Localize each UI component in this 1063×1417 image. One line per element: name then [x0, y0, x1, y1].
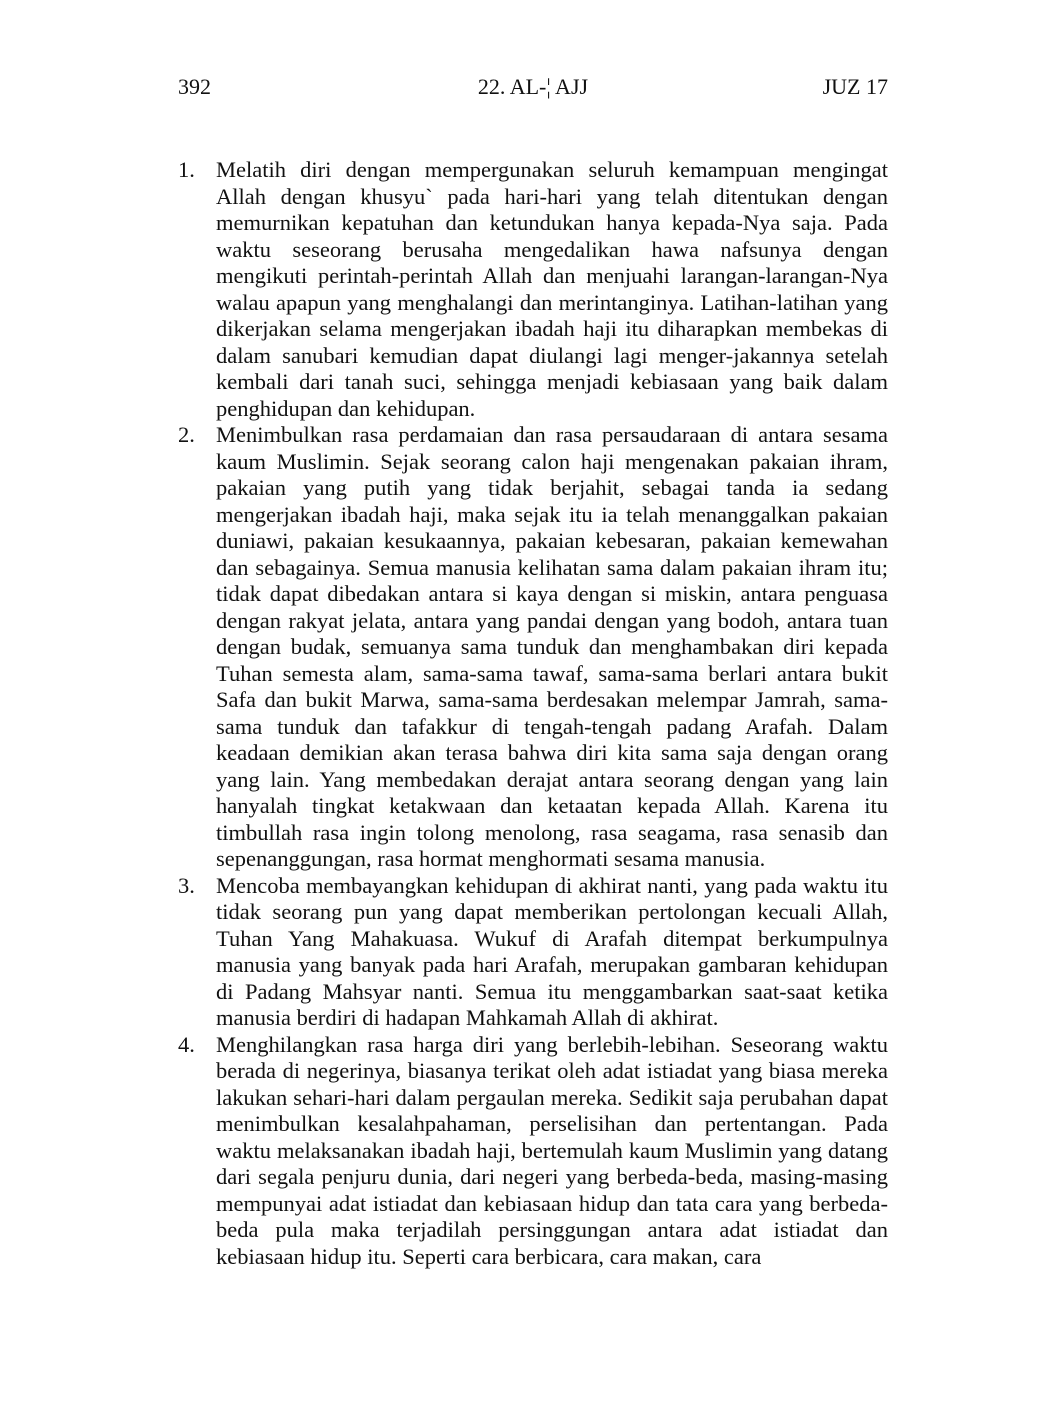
list-item-text: Mencoba membayangkan kehidupan di akhirat nanti, yang pada waktu itu tidak seorang pun yang dapat memberikan pertolongan kecuali Allah, Tuhan Yang Mahakuasa. Wukuf di Arafah ditempat berkumpulnya manusia yang banyak pada hari Arafah, merupakan gambaran kehidupan di Padang Mahsyar nanti. Semua itu menggambarkan saat-saat ketika manusia berdiri di hadapan Mahkamah Allah di akhirat.: [216, 872, 888, 1030]
chapter-title: 22. AL-¦ AJJ: [477, 74, 589, 99]
list-item: [178, 157, 888, 422]
list-item-text: Menimbulkan rasa perdamaian dan rasa persaudaraan di antara sesama kaum Muslimin. Sejak seorang calon haji mengenakan pakaian ihram, pakaian yang putih yang tidak berjahit, sebagai tanda ia sedang mengerjakan ibadah haji, maka sejak itu ia telah menanggalkan pakaian duniawi, pakaian kesukaannya, pakaian kebesaran, pakaian kemewahan dan sebagainya. Semua manusia kelihatan sama dalam pakaian ihram itu; tidak dapat dibedakan antara si kaya dengan si miskin, antara penguasa dengan rakyat jelata, antara yang pandai dengan yang bodoh, antara tuan dengan budak, semuanya sama tunduk dan menghambakan diri kepada Tuhan semesta alam, sama-sama tawaf, sama-sama berlari antara bukit Safa dan bukit Marwa, sama-sama berdesakan melempar Jamrah, sama-sama tunduk dan tafakkur di tengah-tengah padang Arafah. Dalam keadaan demikian akan terasa bahwa diri kita sama saja dengan orang yang lain. Yang membedakan derajat antara seorang dengan yang lain hanyalah tingkat ketakwaan dan ketaatan kepada Allah. Karena itu timbullah rasa ingin tolong menolong, rasa seagama, rasa senasib dan sepenanggungan, rasa hormat menghormati sesama manusia.: [216, 422, 888, 871]
list-item-number: 2.: [178, 422, 195, 447]
list-item: [178, 1032, 888, 1271]
page-body: [178, 157, 888, 1270]
list-item-number: 3.: [178, 872, 195, 898]
list-item-number: 1.: [178, 157, 195, 182]
page-header: [178, 74, 888, 104]
page-number: 392: [178, 74, 211, 99]
list-item-text: Menghilangkan rasa harga diri yang berlebih-lebihan. Seseorang waktu berada di negerinya, biasanya terikat oleh adat istiadat yang biasa mereka lakukan sehari-hari dalam pergaulan mereka. Sedikit saja perubahan dapat menimbulkan kesalahpahaman, perselisihan dan pertentangan. Pada waktu melaksanakan ibadah haji, bertemulah kaum Muslimin yang datang dari segala penjuru dunia, dari negeri yang berbeda-beda, masing-masing mempunyai adat istiadat dan kebiasaan hidup dan tata cara yang berbeda-beda pula maka terjadilah persinggungan antara adat istiadat dan kebiasaan hidup itu. Seperti cara berbicara, cara makan, cara: [216, 1031, 888, 1269]
list-item: [178, 422, 888, 873]
list-item-number: 4.: [178, 1031, 195, 1057]
juz-label: JUZ 17: [822, 74, 888, 99]
numbered-list: [178, 157, 888, 1270]
list-item: [178, 873, 888, 1032]
list-item-text: Melatih diri dengan mempergunakan seluruh kemampuan mengingat Allah dengan khusyu` pada hari-hari yang telah ditentukan dengan memurnikan kepatuhan dan ketundukan hanya kepada-Nya saja. Pada waktu seseorang berusaha mengedalikan hawa nafsunya dengan mengikuti perintah-perintah Allah dan menjuahi larangan-larangan-Nya walau apapun yang menghalangi dan merintanginya. Latihan-latihan yang dikerjakan selama mengerjakan ibadah haji itu diharapkan membekas di dalam sanubari kemudian dapat diulangi lagi menger-jakannya setelah kembali dari tanah suci, sehingga menjadi kebiasaan yang baik dalam penghidupan dan kehidupan.: [216, 157, 888, 421]
